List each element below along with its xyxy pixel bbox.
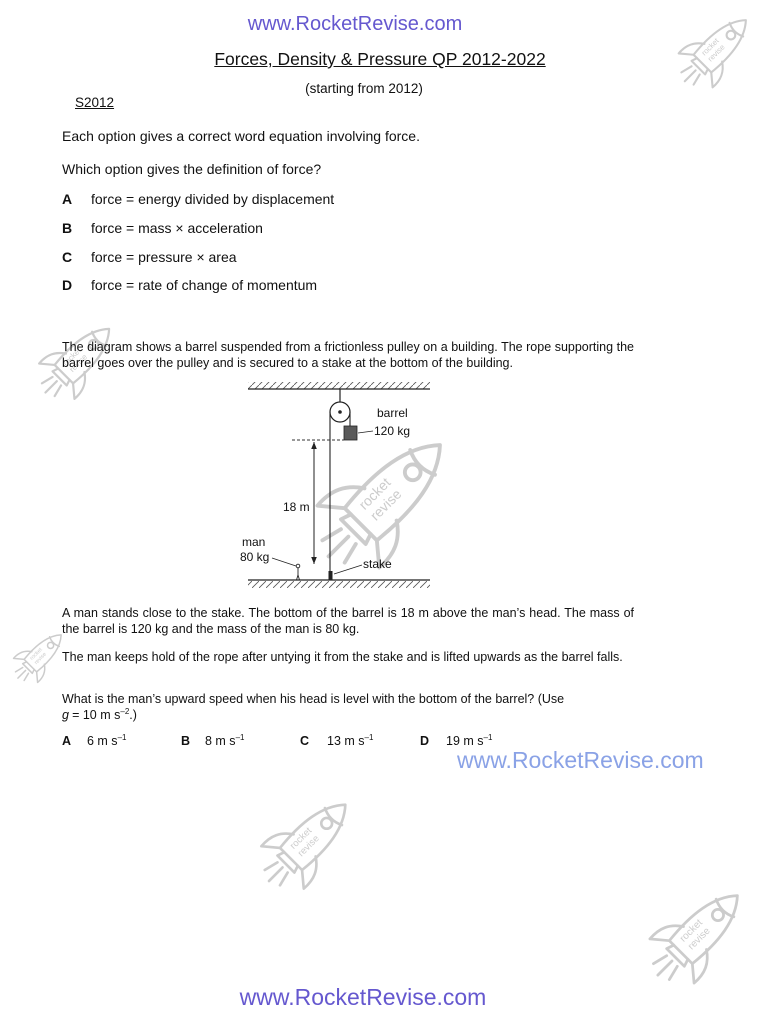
pulley-diagram bbox=[230, 376, 444, 590]
q1-option-letter: D bbox=[62, 277, 73, 293]
rocket-logo-icon bbox=[636, 872, 761, 997]
q2-given-value bbox=[62, 707, 137, 725]
man-figure bbox=[296, 564, 300, 580]
stake bbox=[329, 571, 333, 580]
rocket-logo-icon bbox=[668, 2, 764, 98]
man-mass-label: 80 kg bbox=[240, 550, 270, 564]
man-leader-line bbox=[272, 558, 296, 566]
barrel-label: barrel bbox=[377, 406, 408, 420]
g-exponent: –2 bbox=[120, 707, 130, 716]
q1-prompt: Which option gives the definition of force? bbox=[62, 161, 322, 177]
site-url-header: www.RocketRevise.com bbox=[247, 13, 463, 35]
ceiling-hatching bbox=[248, 382, 430, 389]
q1-option-letter: C bbox=[62, 249, 73, 265]
q1-option-text: force = pressure × area bbox=[91, 249, 237, 265]
site-url-footer: www.RocketRevise.com bbox=[239, 984, 487, 1010]
q2-option-letter: C bbox=[300, 734, 310, 748]
q2-option-value bbox=[87, 734, 126, 748]
q2-prompt: What is the man’s upward speed when his head is level with the bottom of the barrel? (Use bbox=[62, 692, 565, 706]
q2-scenario: The man keeps hold of the rope after untying it from the stake and is lifted upwards as the barrel falls. bbox=[62, 650, 623, 664]
q2-option-letter: D bbox=[420, 734, 430, 748]
q2-option-letter: A bbox=[62, 734, 72, 748]
q1-option-letter: B bbox=[62, 220, 73, 236]
q2-option-value bbox=[327, 734, 373, 748]
ground-hatching bbox=[248, 581, 430, 588]
q1-option-text: force = mass × acceleration bbox=[91, 220, 263, 236]
page-title: Forces, Density & Pressure QP 2012-2022 bbox=[214, 49, 546, 69]
q2-info: A man stands close to the stake. The bottom of the barrel is 18 m above the man’s head. The mass of the barrel is 120 kg and the mass of the man is 80 kg. bbox=[62, 606, 634, 636]
q1-option-letter: A bbox=[62, 191, 73, 207]
q1-option-text: force = energy divided by displacement bbox=[91, 191, 335, 207]
barrel-leader-line bbox=[358, 431, 373, 433]
height-label: 18 m bbox=[283, 500, 310, 514]
q2-option-exponent: –1 bbox=[235, 733, 245, 742]
q2-option-number: 13 m s bbox=[327, 734, 365, 748]
site-url-watermark: www.RocketRevise.com bbox=[457, 747, 704, 773]
session-label: S2012 bbox=[75, 95, 115, 110]
q1-option-text: force = rate of change of momentum bbox=[91, 277, 318, 293]
q2-option-number: 8 m s bbox=[205, 734, 236, 748]
q2-option-exponent: –1 bbox=[364, 733, 374, 742]
q2-option-value bbox=[446, 734, 492, 748]
q2-option-number: 19 m s bbox=[446, 734, 484, 748]
q2-intro: The diagram shows a barrel suspended from a frictionless pulley on a building. The rope supporting the barrel goes over the pulley and is secured to a stake at the bottom of the building. bbox=[62, 340, 634, 370]
page-subtitle: (starting from 2012) bbox=[305, 81, 423, 96]
pulley-axle bbox=[338, 410, 342, 414]
rocket-logo-icon bbox=[248, 782, 368, 902]
q2-option-exponent: –1 bbox=[117, 733, 127, 742]
q2-option-number: 6 m s bbox=[87, 734, 118, 748]
q2-option-value bbox=[205, 734, 244, 748]
stake-label: stake bbox=[363, 557, 392, 571]
stake-leader-line bbox=[334, 565, 362, 574]
g-symbol: g bbox=[62, 708, 69, 722]
barrel bbox=[344, 426, 357, 440]
g-closing: .) bbox=[129, 708, 137, 722]
barrel-mass-label: 120 kg bbox=[374, 424, 411, 438]
q2-option-letter: B bbox=[181, 734, 191, 748]
q2-option-exponent: –1 bbox=[483, 733, 493, 742]
man-label: man bbox=[242, 535, 266, 549]
g-value: = 10 m s bbox=[72, 708, 121, 722]
q1-stem: Each option gives a correct word equation involving force. bbox=[62, 128, 420, 144]
